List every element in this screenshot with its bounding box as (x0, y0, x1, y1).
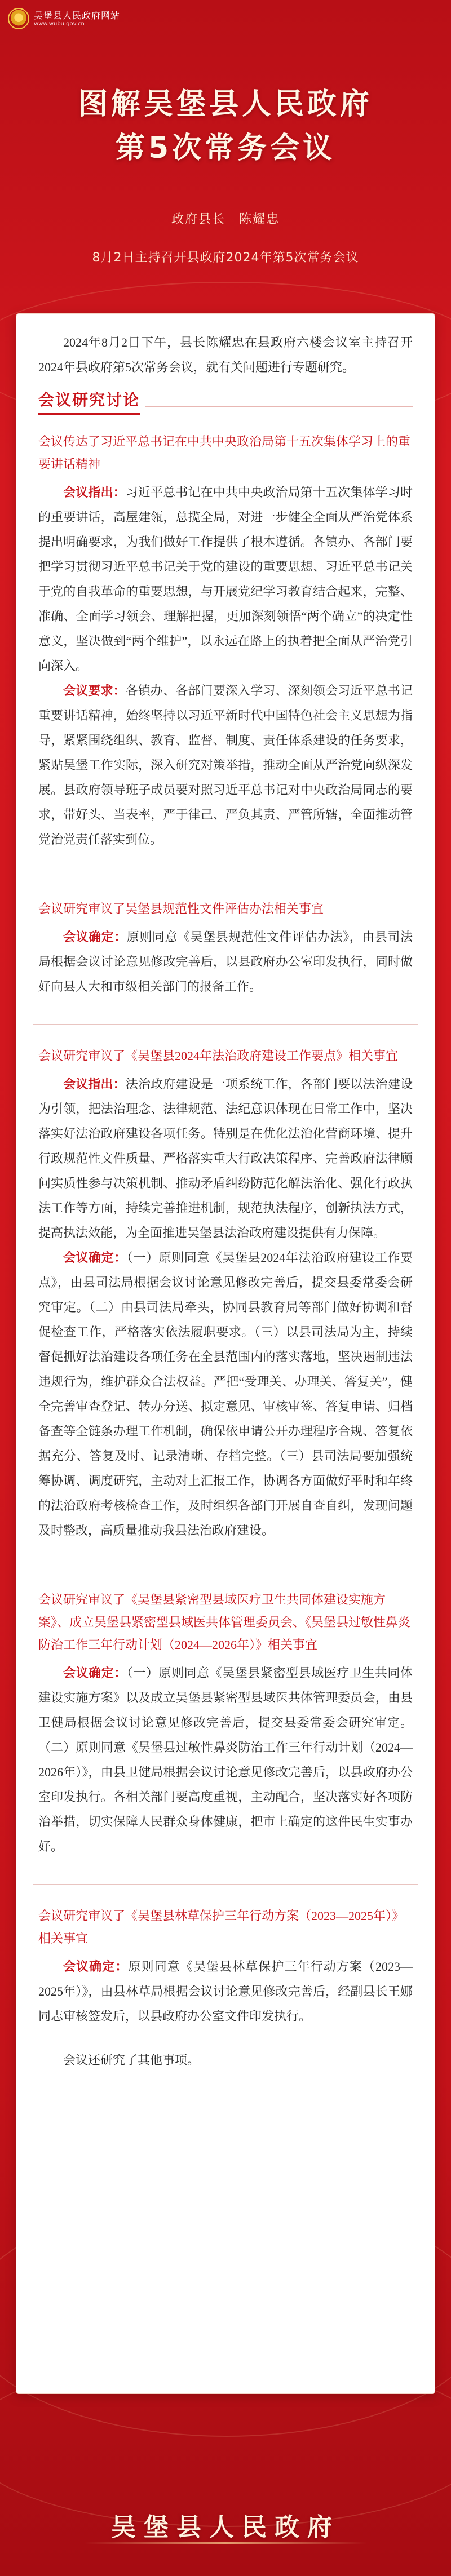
byline-role: 政府县长 (171, 212, 226, 227)
footer-title: 吴堡县人民政府 (111, 2513, 340, 2542)
site-name: 吴堡县人民政府网站 (34, 10, 121, 21)
divider (33, 1024, 418, 1025)
topic-paragraph (38, 1954, 413, 2029)
paragraph-tag: 会议确定： (63, 1666, 127, 1680)
site-url: www.wubu.gov.cn (34, 20, 85, 27)
site-logo[interactable] (8, 8, 120, 29)
content-card (16, 313, 435, 2394)
topic-paragraph (38, 1245, 413, 1543)
paragraph-tag: 会议指出： (63, 1077, 126, 1091)
paragraph-tag: 会议确定： (63, 1251, 127, 1265)
subtitle: 8月2日主持召开县政府2024年第5次常务会议 (92, 251, 359, 265)
paragraph-tag: 会议要求： (63, 684, 126, 698)
paragraph-text: 原则同意《吴堡县林草保护三年行动方案（2023—2025年）》，由县林草局根据会议讨论意见修改完善后，经副县长王娜同志审核签发后，以县政府办公室文件印发执行。 (38, 1959, 413, 2023)
divider (33, 1884, 418, 1885)
topic-paragraph (38, 679, 413, 852)
intro-paragraph: 2024年8月2日下午，县长陈耀忠在县政府六楼会议室主持召开2024年县政府第5次常务会议，就有关问题进行专题研究。 (38, 335, 413, 374)
footer-glow (85, 2542, 366, 2544)
byline (0, 210, 451, 227)
section-header (38, 388, 413, 415)
emblem-icon (8, 8, 29, 29)
paragraph-text: （一）原则同意《吴堡县紧密型县域医疗卫生共同体建设实施方案》以及成立吴堡县紧密型县域医共体管理委员会，由县卫健局根据会议讨论意见修改完善后，提交县委常委会研究审定。（二）原则同意《吴堡县过敏性鼻炎防治工作三年行动计划（2024—2026年）》，由县卫健局根据会议讨论意见修改完善后，以县政府办公室印发执行。各相关部门要高度重视，主动配合，坚决落实好各项防治举措，切实保障人民群众身体健康，把市上确定的这件民生实事办好。 (38, 1666, 413, 1854)
footer-banner (0, 2457, 451, 2576)
section-rule (145, 406, 413, 407)
topic-paragraph (38, 1661, 413, 1859)
topic-title: 会议传达了习近平总书记在中共中央政治局第十五次集体学习上的重要讲话精神 (38, 434, 411, 471)
topic-title: 会议研究审议了吴堡县规范性文件评估办法相关事宜 (38, 902, 324, 916)
paragraph-text: 原则同意《吴堡县规范性文件评估办法》，由县司法局根据会议讨论意见修改完善后，以县政府办公室印发执行，同时做好向县人大和市级相关部门的报备工作。 (38, 930, 413, 994)
page-title-line2: 第5次常务会议 (115, 131, 336, 165)
paragraph-text: （一）原则同意《吴堡县2024年法治政府建设工作要点》，由县司法局根据会议讨论意见修改完善后，提交县委常委会研究审定。（二）由县司法局牵头，协同县教育局等部门做好协调和督促检查工作，严格落实依法履职要求。（三）以县司法局为主，持续督促抓好法治建设各项任务在全县范围内的落实落地，坚决遏制违法违规行为，维护群众合法权益。严把“受理关、办理关、答复关”，健全完善审查登记、转办分送、拟定意见、审核审签、答复申请、归档备查等全链条办理工作机制，确保依申请公开办理程序合规、答复依据充分、答复及时、记录清晰、存档完整。（三）县司法局要加强统筹协调、调度研究，主动对上汇报工作，协调各方面做好平时和年终的法治政府考核检查工作，及时组织各部门开展自查自纠，发现问题及时整改，高质量推动我县法治政府建设。 (38, 1251, 413, 1537)
topic-title: 会议研究审议了《吴堡县2024年法治政府建设工作要点》相关事宜 (38, 1049, 399, 1063)
paragraph-tag: 会议指出： (63, 485, 126, 499)
section-label: 会议研究讨论 (38, 388, 140, 415)
paragraph-text: 各镇办、各部门要深入学习、深刻领会习近平总书记重要讲话精神，始终坚持以习近平新时代中国特色社会主义思想为指导，紧紧围绕组织、教育、监督、制度、责任体系建设的任务要求，紧贴吴堡工作实际，深入研究对策举措，推动全面从严治党向纵深发展。县政府领导班子成员要对照习近平总书记对中央政治局同志的要求，带好头、当表率，严于律己、严负其责、严管所辖，全面推动管党治党责任落实到位。 (38, 684, 413, 846)
header-banner (0, 0, 451, 293)
closing-paragraph: 会议还研究了其他事项。 (63, 2053, 200, 2067)
topic-paragraph (38, 925, 413, 999)
topic-paragraph (38, 480, 413, 679)
byline-person: 陈耀忠 (239, 212, 280, 227)
paragraph-text: 习近平总书记在中共中央政治局第十五次集体学习时的重要讲话，高屋建瓴，总揽全局，对进一步健全全面从严治党体系提出明确要求，为我们做好工作提供了根本遵循。各镇办、各部门要把学习贯彻习近平总书记关于党的建设的重要思想、习近平总书记关于党的自我革命的重要思想，与开展党纪学习教育结合起来，完整、准确、全面学习领会、理解把握，更加深刻领悟“两个确立”的决定性意义，坚决做到“两个维护”，以永远在路上的执着把全面从严治党引向深入。 (38, 485, 413, 673)
topic-title: 会议研究审议了《吴堡县紧密型县域医疗卫生共同体建设实施方案》、成立吴堡县紧密型县域医共体管理委员会、《吴堡县过敏性鼻炎防治工作三年行动计划（2024—2026年）》相关事宜 (38, 1593, 411, 1652)
page-title-line1: 图解吴堡县人民政府 (78, 87, 373, 121)
paragraph-text: 法治政府建设是一项系统工作，各部门要以法治建设为引领，把法治理念、法律规范、法纪意识体现在日常工作中，坚决落实好法治政府建设各项任务。特别是在优化法治化营商环境、提升行政规范性文件质量、严格落实重大行政决策程序、完善政府法律顾问实质性参与决策机制、推动矛盾纠纷防范化解法治化、强化行政执法工作等方面，持续完善推进机制，规范执法程序，创新执法方式，提高执法效能，为全面推进吴堡县法治政府建设提供有力保障。 (38, 1077, 413, 1240)
paragraph-tag: 会议确定： (63, 1959, 129, 1974)
topic-paragraph (38, 1072, 413, 1245)
paragraph-tag: 会议确定： (63, 930, 127, 944)
topic-title: 会议研究审议了《吴堡县林草保护三年行动方案（2023—2025年）》相关事宜 (38, 1909, 405, 1945)
